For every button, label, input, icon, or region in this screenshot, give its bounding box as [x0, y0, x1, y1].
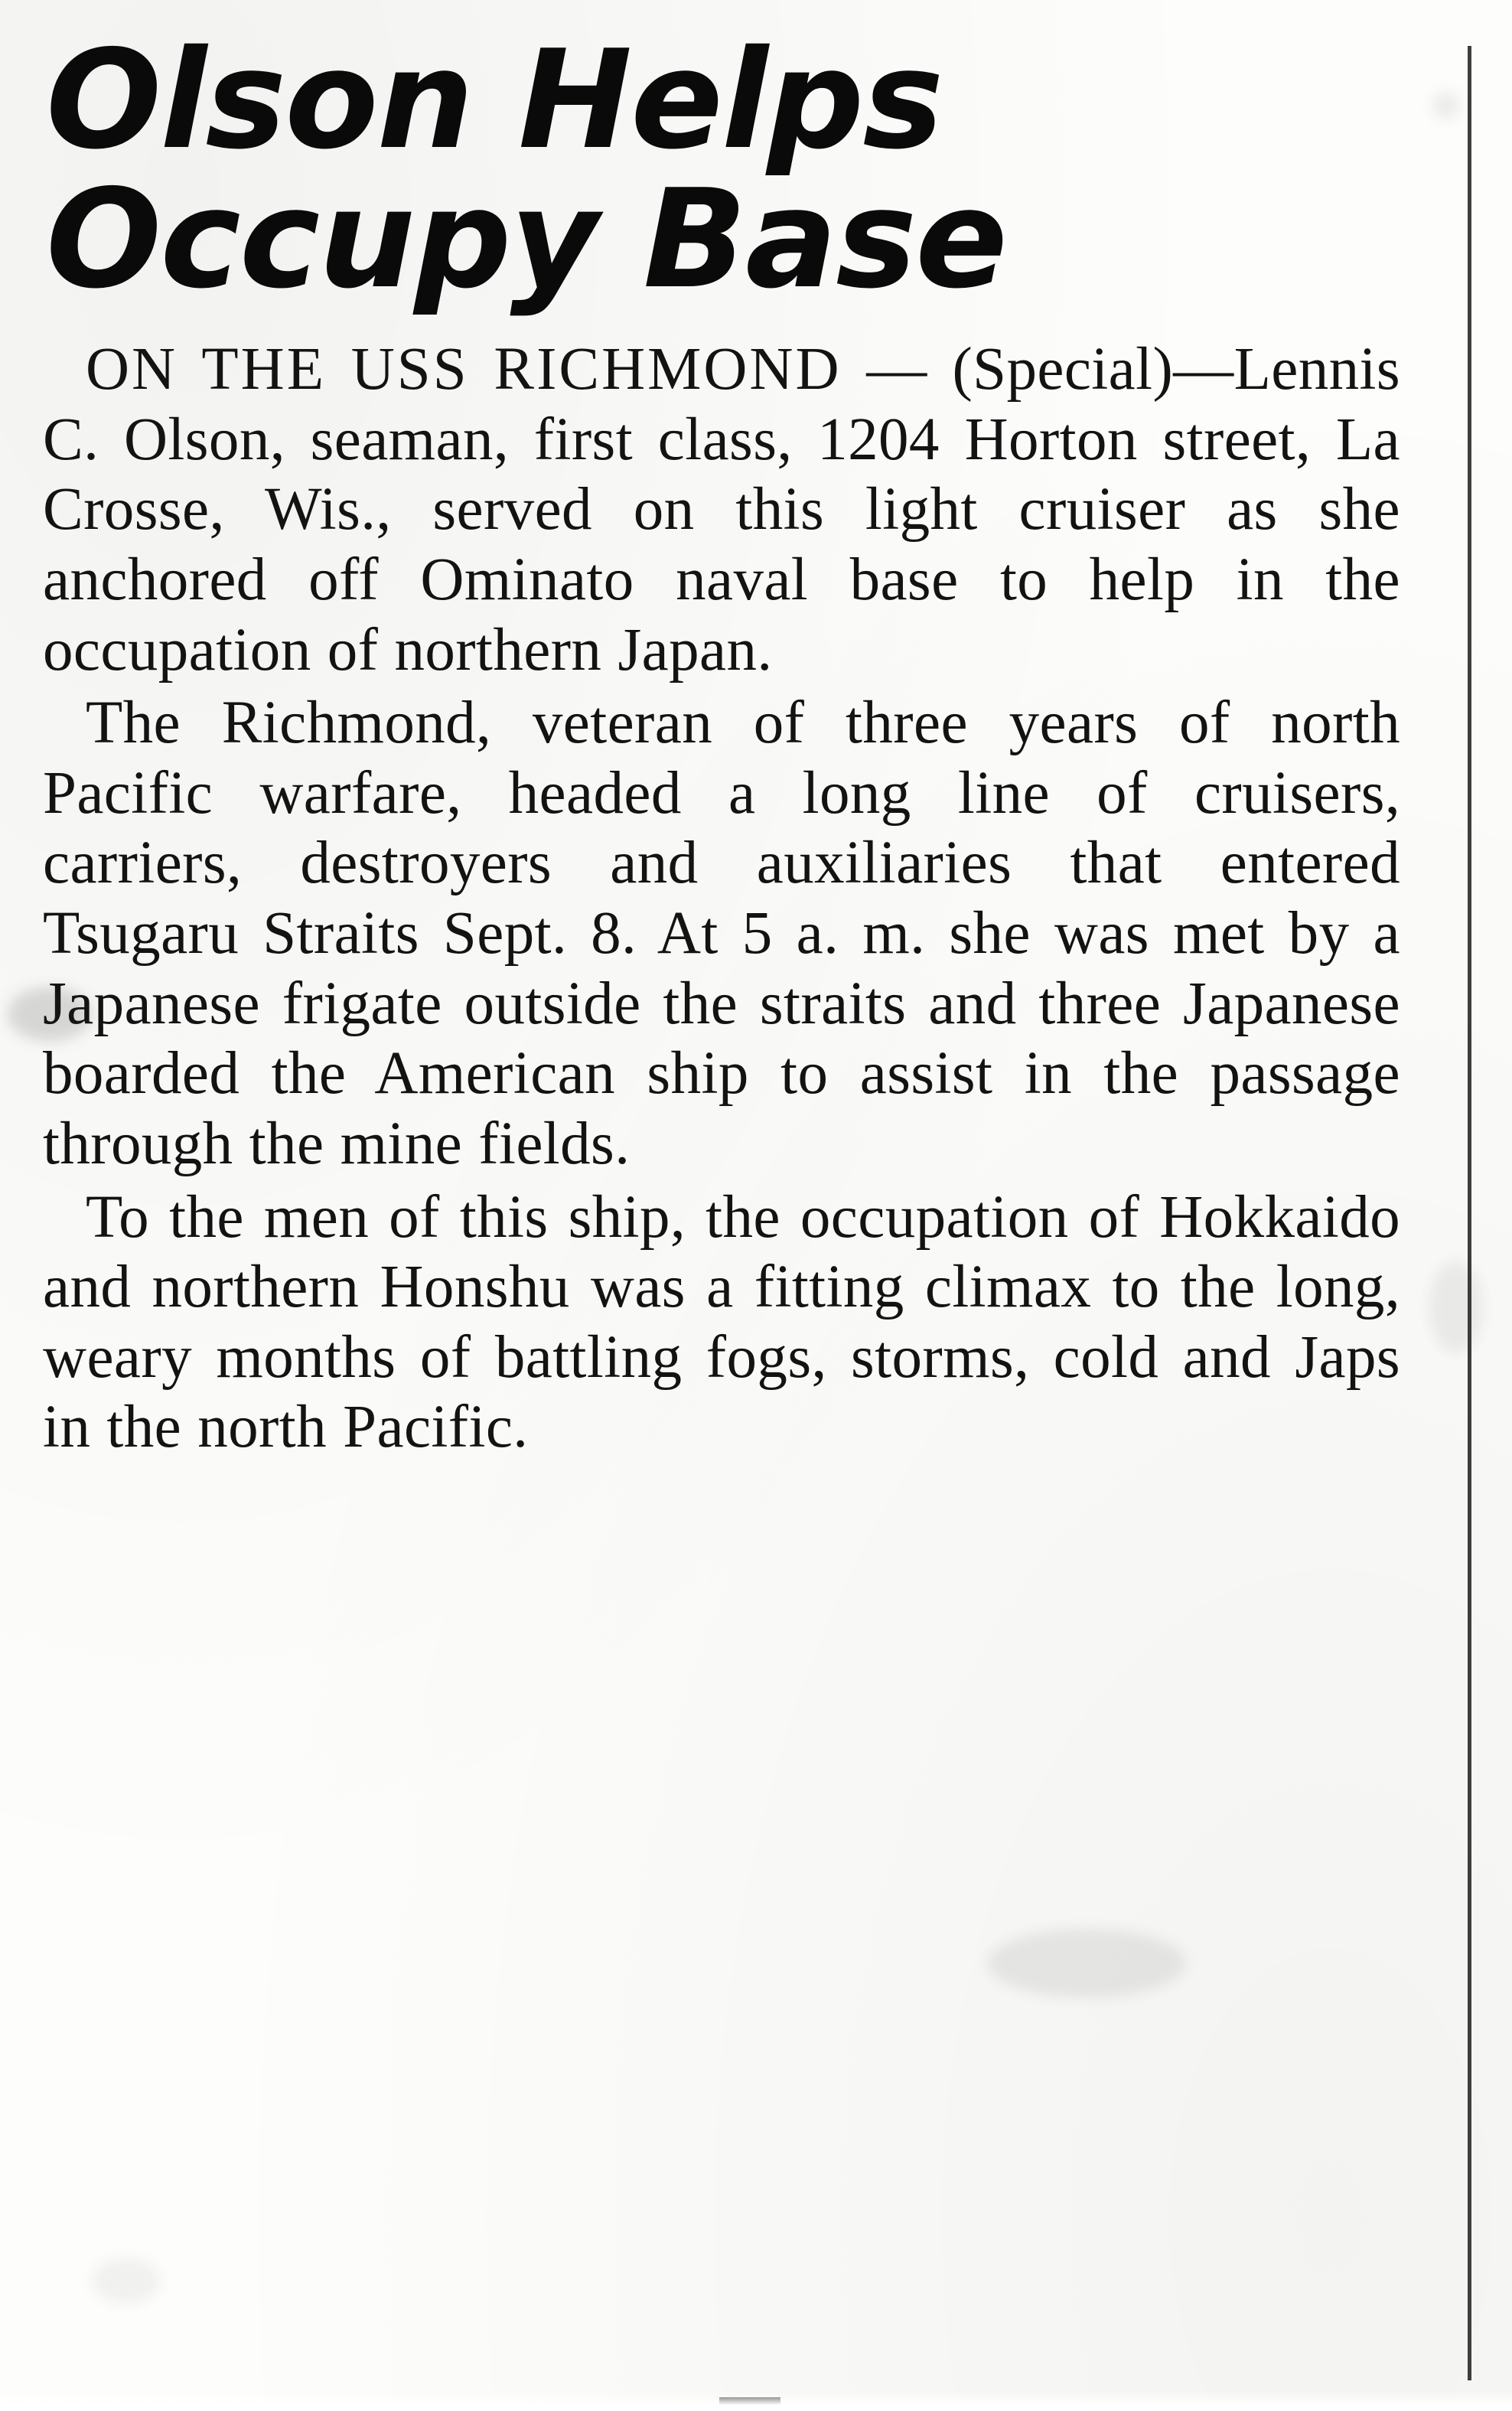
paragraph-text: To the men of this ship, the occupation of Hokkaido and northern Honshu was a fitting climax to the long, weary months of battling fogs, storms, cold and Japs in the north Pacific. [43, 1183, 1400, 1461]
ink-blotch [92, 2258, 161, 2304]
bottom-edge-fade [0, 2391, 1512, 2411]
headline [0, 0, 1286, 318]
dateline: ON THE USS RICHMOND — [86, 336, 930, 403]
paragraph-text: (Special)—Lennis C. Olson, seaman, first class, 1204 Horton street, La Crosse, Wis., served on this light cruiser as she anchored off Ominato naval base to help in the occupation of northern Japan. [43, 336, 1400, 683]
ink-blotch [987, 1929, 1186, 1998]
article-paragraph-1 [43, 334, 1400, 685]
paragraph-text: The Richmond, veteran of three years of north Pacific warfare, headed a long line of cruisers, carriers, destroyers and auxiliaries that entered Tsugaru Straits Sept. 8. At 5 a. m. she was met by a Japanese frigate outside the straits and three Japanese boarded the American ship to assist in the passage through the mine fields. [43, 690, 1400, 1177]
article-paragraph-2 [43, 688, 1400, 1179]
article-body [0, 308, 1454, 1463]
column-rule [1468, 46, 1471, 2380]
headline-line-2: Occupy Base [46, 159, 1006, 318]
article-paragraph-3 [43, 1183, 1400, 1463]
ink-blotch [1432, 92, 1460, 119]
headline-line-1: Olson Helps [46, 21, 943, 179]
